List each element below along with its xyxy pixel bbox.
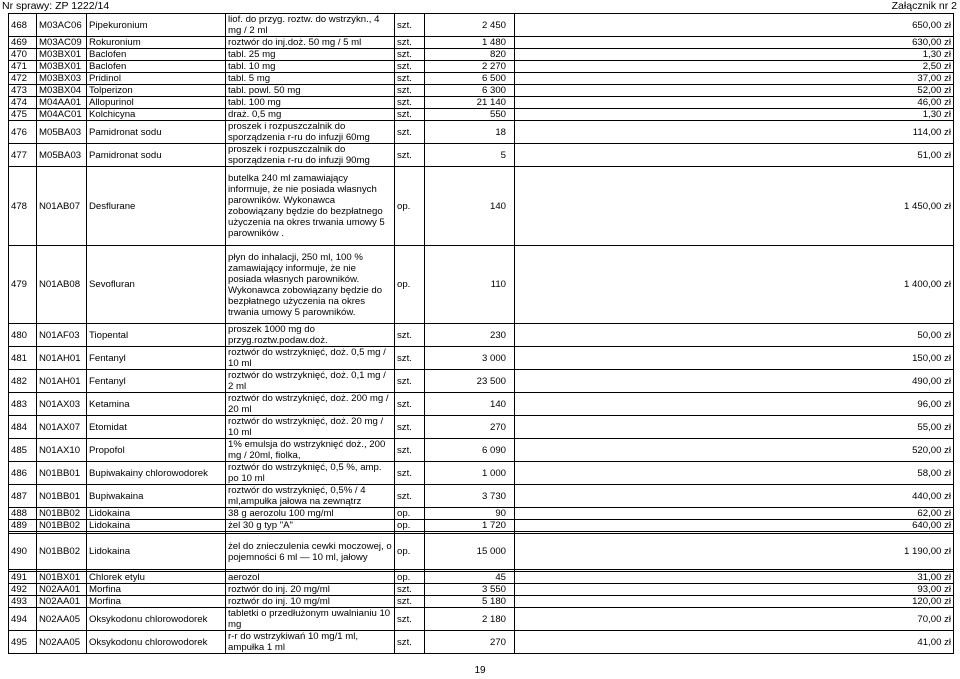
cell-code: N01AX07: [37, 416, 87, 439]
cell-code: M03BX01: [37, 49, 87, 61]
cell-lp: 489: [9, 520, 37, 532]
cell-code: M04AA01: [37, 97, 87, 109]
case-number: Nr sprawy: ZP 1222/14: [2, 0, 110, 12]
cell-unit: szt.: [395, 73, 425, 85]
cell-lp: 494: [9, 608, 37, 631]
cell-code: N01BB02: [37, 534, 87, 570]
table-row: [9, 167, 954, 246]
cell-price: 120,00 zł: [515, 596, 954, 608]
cell-form: tabl. 5 mg: [226, 73, 395, 85]
cell-name: Baclofen: [87, 49, 226, 61]
cell-lp: 477: [9, 144, 37, 167]
cell-unit: szt.: [395, 49, 425, 61]
cell-code: N02AA01: [37, 584, 87, 596]
cell-lp: 484: [9, 416, 37, 439]
cell-unit: op.: [395, 534, 425, 570]
page-header: [0, 0, 960, 14]
cell-name: Rokuronium: [87, 37, 226, 49]
table-row: [9, 49, 954, 61]
cell-code: N01BB01: [37, 462, 87, 485]
cell-lp: 473: [9, 85, 37, 97]
cell-qty: 1 000: [425, 462, 515, 485]
cell-name: Lidokaina: [87, 520, 226, 532]
cell-code: M03BX03: [37, 73, 87, 85]
cell-form: aerozol: [226, 572, 395, 584]
cell-form: żel 30 g typ "A": [226, 520, 395, 532]
cell-qty: 90: [425, 508, 515, 520]
cell-unit: szt.: [395, 393, 425, 416]
cell-name: Tolperizon: [87, 85, 226, 97]
cell-code: M03BX01: [37, 61, 87, 73]
table-row: [9, 347, 954, 370]
cell-price: 114,00 zł: [515, 121, 954, 144]
cell-qty: 3 730: [425, 485, 515, 508]
cell-price: 93,00 zł: [515, 584, 954, 596]
cell-form: tabl. 100 mg: [226, 97, 395, 109]
table-row: [9, 520, 954, 532]
table-row: [9, 596, 954, 608]
cell-qty: 2 450: [425, 14, 515, 37]
cell-form: roztwór do wstrzyknięć, 0,5% / 4 ml,ampułka jałowa na zewnątrz: [226, 485, 395, 508]
cell-lp: 483: [9, 393, 37, 416]
cell-code: M04AC01: [37, 109, 87, 121]
cell-form: butelka 240 ml zamawiający informuje, że nie posiada własnych parowników. Wykonawca zobowiązany będzie do bezpłatnego użyczenia na okres trwania umowy 5 parowników .: [226, 167, 395, 246]
cell-price: 520,00 zł: [515, 439, 954, 462]
cell-name: Pridinol: [87, 73, 226, 85]
table-row: [9, 608, 954, 631]
cell-unit: szt.: [395, 416, 425, 439]
cell-code: N01BX01: [37, 572, 87, 584]
table-row: [9, 462, 954, 485]
cell-lp: 485: [9, 439, 37, 462]
page-number: 19: [474, 665, 486, 676]
table-row: [9, 37, 954, 49]
cell-qty: 18: [425, 121, 515, 144]
cell-unit: op.: [395, 520, 425, 532]
cell-name: Allopurinol: [87, 97, 226, 109]
cell-unit: szt.: [395, 109, 425, 121]
cell-name: Lidokaina: [87, 508, 226, 520]
cell-qty: 2 180: [425, 608, 515, 631]
cell-code: N01AX10: [37, 439, 87, 462]
table-row: [9, 324, 954, 347]
cell-price: 55,00 zł: [515, 416, 954, 439]
cell-name: Bupiwakaina: [87, 485, 226, 508]
cell-unit: szt.: [395, 370, 425, 393]
table-row: [9, 534, 954, 570]
cell-price: 58,00 zł: [515, 462, 954, 485]
cell-qty: 270: [425, 631, 515, 654]
cell-price: 52,00 zł: [515, 85, 954, 97]
cell-name: Kolchicyna: [87, 109, 226, 121]
cell-lp: 478: [9, 167, 37, 246]
cell-code: N01AF03: [37, 324, 87, 347]
cell-form: 38 g aerozolu 100 mg/ml: [226, 508, 395, 520]
cell-name: Propofol: [87, 439, 226, 462]
cell-qty: 1 720: [425, 520, 515, 532]
cell-qty: 5 180: [425, 596, 515, 608]
cell-form: żel do znieczulenia cewki moczowej, o pojemności 6 ml — 10 ml, jałowy: [226, 534, 395, 570]
cell-unit: op.: [395, 572, 425, 584]
cell-price: 1 190,00 zł: [515, 534, 954, 570]
table-row: [9, 393, 954, 416]
cell-code: N01BB01: [37, 485, 87, 508]
cell-form: płyn do inhalacji, 250 ml, 100 % zamawiający informuje, że nie posiada własnych parowników. Wykonawca zobowiązany będzie do bezpłatnego użyczenia na okres trwania umowy 5 parowników.: [226, 246, 395, 324]
cell-price: 41,00 zł: [515, 631, 954, 654]
cell-form: r-r do wstrzykiwań 10 mg/1 ml, ampułka 1 ml: [226, 631, 395, 654]
cell-price: 96,00 zł: [515, 393, 954, 416]
cell-unit: szt.: [395, 14, 425, 37]
cell-form: roztwór do wstrzyknięć, doż. 20 mg / 10 ml: [226, 416, 395, 439]
cell-lp: 488: [9, 508, 37, 520]
cell-unit: szt.: [395, 144, 425, 167]
table-row: [9, 572, 954, 584]
cell-qty: 550: [425, 109, 515, 121]
cell-name: Etomidat: [87, 416, 226, 439]
cell-unit: szt.: [395, 37, 425, 49]
cell-code: M05BA03: [37, 144, 87, 167]
cell-qty: 45: [425, 572, 515, 584]
cell-form: draż. 0,5 mg: [226, 109, 395, 121]
cell-qty: 270: [425, 416, 515, 439]
cell-qty: 820: [425, 49, 515, 61]
cell-qty: 21 140: [425, 97, 515, 109]
table-row: [9, 73, 954, 85]
cell-lp: 487: [9, 485, 37, 508]
cell-lp: 486: [9, 462, 37, 485]
cell-form: proszek i rozpuszczalnik do sporządzenia r-ru do infuzji 90mg: [226, 144, 395, 167]
cell-qty: 140: [425, 167, 515, 246]
cell-unit: szt.: [395, 85, 425, 97]
table-body: [9, 14, 954, 654]
table-row: [9, 416, 954, 439]
cell-code: N01AH01: [37, 370, 87, 393]
cell-unit: szt.: [395, 485, 425, 508]
table-row: [9, 584, 954, 596]
cell-code: M05BA03: [37, 121, 87, 144]
cell-unit: szt.: [395, 61, 425, 73]
table-row: [9, 14, 954, 37]
cell-name: Tiopental: [87, 324, 226, 347]
cell-qty: 23 500: [425, 370, 515, 393]
cell-price: 51,00 zł: [515, 144, 954, 167]
cell-price: 630,00 zł: [515, 37, 954, 49]
table-row: [9, 485, 954, 508]
cell-price: 150,00 zł: [515, 347, 954, 370]
cell-name: Chlorek etylu: [87, 572, 226, 584]
cell-code: N01AB08: [37, 246, 87, 324]
cell-name: Fentanyl: [87, 370, 226, 393]
table-row: [9, 370, 954, 393]
cell-lp: 482: [9, 370, 37, 393]
cell-lp: 469: [9, 37, 37, 49]
cell-code: M03BX04: [37, 85, 87, 97]
cell-qty: 3 550: [425, 584, 515, 596]
cell-lp: 474: [9, 97, 37, 109]
cell-name: Pamidronat sodu: [87, 144, 226, 167]
cell-name: Desflurane: [87, 167, 226, 246]
cell-price: 440,00 zł: [515, 485, 954, 508]
cell-lp: 491: [9, 572, 37, 584]
cell-price: 1 400,00 zł: [515, 246, 954, 324]
cell-lp: 472: [9, 73, 37, 85]
cell-name: Oksykodonu chlorowodorek: [87, 608, 226, 631]
cell-lp: 476: [9, 121, 37, 144]
cell-price: 46,00 zł: [515, 97, 954, 109]
cell-unit: op.: [395, 508, 425, 520]
cell-price: 1 450,00 zł: [515, 167, 954, 246]
cell-lp: 492: [9, 584, 37, 596]
cell-price: 31,00 zł: [515, 572, 954, 584]
cell-unit: op.: [395, 246, 425, 324]
cell-unit: szt.: [395, 97, 425, 109]
cell-qty: 15 000: [425, 534, 515, 570]
cell-unit: szt.: [395, 439, 425, 462]
cell-unit: szt.: [395, 596, 425, 608]
cell-name: Pipekuronium: [87, 14, 226, 37]
cell-price: 490,00 zł: [515, 370, 954, 393]
cell-price: 1,30 zł: [515, 49, 954, 61]
cell-lp: 471: [9, 61, 37, 73]
cell-code: M03AC06: [37, 14, 87, 37]
cell-qty: 1 480: [425, 37, 515, 49]
cell-code: N02AA01: [37, 596, 87, 608]
cell-lp: 490: [9, 534, 37, 570]
cell-code: N01AH01: [37, 347, 87, 370]
cell-qty: 110: [425, 246, 515, 324]
cell-unit: szt.: [395, 584, 425, 596]
cell-unit: szt.: [395, 324, 425, 347]
cell-lp: 479: [9, 246, 37, 324]
cell-form: roztwór do wstrzyknięć, doż. 0,5 mg / 10 ml: [226, 347, 395, 370]
cell-form: tabl. 25 mg: [226, 49, 395, 61]
cell-form: tabletki o przedłużonym uwalnianiu 10 mg: [226, 608, 395, 631]
cell-form: proszek i rozpuszczalnik do sporządzenia r-ru do infuzji 60mg: [226, 121, 395, 144]
cell-unit: szt.: [395, 631, 425, 654]
cell-code: N01BB02: [37, 508, 87, 520]
cell-code: N02AA05: [37, 631, 87, 654]
table-row: [9, 508, 954, 520]
cell-form: roztwór do inj. 10 mg/ml: [226, 596, 395, 608]
cell-name: Ketamina: [87, 393, 226, 416]
table-row: [9, 121, 954, 144]
cell-name: Morfina: [87, 596, 226, 608]
table-row: [9, 109, 954, 121]
cell-form: roztwór do wstrzyknięć, 0,5 %, amp. po 10 ml: [226, 462, 395, 485]
cell-form: roztwór do inj.doż. 50 mg / 5 ml: [226, 37, 395, 49]
cell-code: N02AA05: [37, 608, 87, 631]
table-row: [9, 439, 954, 462]
cell-price: 1,30 zł: [515, 109, 954, 121]
cell-form: tabl. 10 mg: [226, 61, 395, 73]
cell-name: Fentanyl: [87, 347, 226, 370]
cell-unit: op.: [395, 167, 425, 246]
cell-lp: 493: [9, 596, 37, 608]
cell-unit: szt.: [395, 462, 425, 485]
table-row: [9, 61, 954, 73]
cell-price: 37,00 zł: [515, 73, 954, 85]
cell-name: Bupiwakainy chlorowodorek: [87, 462, 226, 485]
cell-price: 50,00 zł: [515, 324, 954, 347]
cell-qty: 6 090: [425, 439, 515, 462]
table-row: [9, 85, 954, 97]
attachment-label: Załącznik nr 2: [891, 0, 957, 12]
cell-name: Oksykodonu chlorowodorek: [87, 631, 226, 654]
cell-qty: 3 000: [425, 347, 515, 370]
cell-qty: 6 300: [425, 85, 515, 97]
cell-name: Sevofluran: [87, 246, 226, 324]
cell-name: Morfina: [87, 584, 226, 596]
cell-lp: 480: [9, 324, 37, 347]
price-table: [8, 13, 954, 654]
cell-lp: 475: [9, 109, 37, 121]
cell-qty: 2 270: [425, 61, 515, 73]
cell-lp: 481: [9, 347, 37, 370]
cell-form: roztwór do wstrzyknięć, doż. 0,1 mg / 2 ml: [226, 370, 395, 393]
cell-name: Pamidronat sodu: [87, 121, 226, 144]
cell-code: N01AX03: [37, 393, 87, 416]
cell-code: M03AC09: [37, 37, 87, 49]
cell-form: tabl. powl. 50 mg: [226, 85, 395, 97]
cell-form: proszek 1000 mg do przyg.roztw.podaw.doż.: [226, 324, 395, 347]
table-row: [9, 246, 954, 324]
cell-unit: szt.: [395, 121, 425, 144]
cell-lp: 468: [9, 14, 37, 37]
cell-price: 70,00 zł: [515, 608, 954, 631]
table-row: [9, 144, 954, 167]
cell-form: roztwór do inj. 20 mg/ml: [226, 584, 395, 596]
cell-price: 640,00 zł: [515, 520, 954, 532]
cell-qty: 230: [425, 324, 515, 347]
cell-lp: 470: [9, 49, 37, 61]
table-row: [9, 631, 954, 654]
cell-form: roztwór do wstrzyknięć, doż. 200 mg / 20 ml: [226, 393, 395, 416]
cell-price: 62,00 zł: [515, 508, 954, 520]
cell-qty: 140: [425, 393, 515, 416]
cell-price: 650,00 zł: [515, 14, 954, 37]
cell-code: N01BB02: [37, 520, 87, 532]
table-row: [9, 97, 954, 109]
cell-unit: szt.: [395, 347, 425, 370]
cell-qty: 6 500: [425, 73, 515, 85]
cell-unit: szt.: [395, 608, 425, 631]
cell-name: Baclofen: [87, 61, 226, 73]
cell-code: N01AB07: [37, 167, 87, 246]
cell-qty: 5: [425, 144, 515, 167]
cell-price: 2,50 zł: [515, 61, 954, 73]
cell-lp: 495: [9, 631, 37, 654]
cell-form: 1% emulsja do wstrzyknięć doż., 200 mg / 20ml, fiolka,: [226, 439, 395, 462]
cell-name: Lidokaina: [87, 534, 226, 570]
cell-form: liof. do przyg. roztw. do wstrzykn., 4 mg / 2 ml: [226, 14, 395, 37]
